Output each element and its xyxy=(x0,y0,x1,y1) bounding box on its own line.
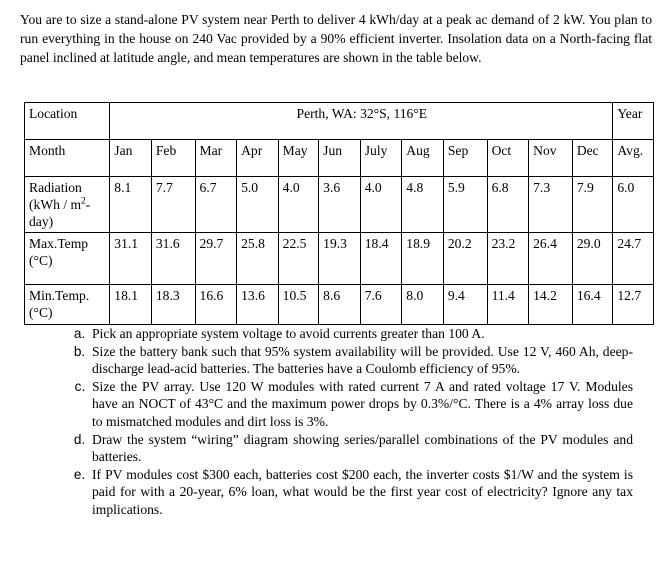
month-cell: Dec xyxy=(572,140,613,177)
min-temp-cell: 9.4 xyxy=(443,285,487,325)
radiation-cell: 6.0 xyxy=(613,177,654,233)
min-temp-cell: 11.4 xyxy=(487,285,529,325)
min-temp-cell: 7.6 xyxy=(360,285,402,325)
radiation-cell: 6.8 xyxy=(487,177,529,233)
year-label: Year xyxy=(613,103,654,140)
month-cell: Apr xyxy=(237,140,279,177)
radiation-cell: 5.0 xyxy=(237,177,279,233)
max-temp-cell: 18.4 xyxy=(360,233,402,285)
location-value: Perth, WA: 32°S, 116°E xyxy=(110,103,613,140)
question-list xyxy=(0,325,633,519)
max-temp-cell: 31.6 xyxy=(151,233,195,285)
month-cell: Mar xyxy=(195,140,237,177)
min-temp-cell: 8.0 xyxy=(402,285,444,325)
month-cell: Nov xyxy=(529,140,573,177)
month-cell: Jun xyxy=(319,140,361,177)
month-label: Month xyxy=(25,140,110,177)
radiation-cell: 7.3 xyxy=(529,177,573,233)
radiation-row xyxy=(25,177,654,233)
question-item: e. If PV modules cost $300 each, batteries cost $200 each, the inverter costs $1/W and the system is paid for with a 20-year, 6% loan, what would be the first year cost of electricity? Ignore any tax implications. xyxy=(89,466,633,519)
month-cell: Avg. xyxy=(613,140,654,177)
month-cell: May xyxy=(278,140,319,177)
min-temp-cell: 18.3 xyxy=(151,285,195,325)
max-temp-cell: 24.7 xyxy=(613,233,654,285)
radiation-cell: 8.1 xyxy=(110,177,152,233)
location-label: Location xyxy=(25,103,110,140)
min-temp-cell: 14.2 xyxy=(529,285,573,325)
radiation-cell: 4.0 xyxy=(360,177,402,233)
insolation-table xyxy=(24,102,654,325)
min-temp-cell: 16.6 xyxy=(195,285,237,325)
problem-intro: You are to size a stand-alone PV system near Perth to deliver 4 kWh/day at a peak ac demand of 2 kW. You plan to run everything in the house on 240 Vac provided by a 90% efficient inverter. Insolation data on a North-facing flat panel inclined at latitude angle, and mean temperatures are shown in the table below. xyxy=(20,12,652,65)
question-item: c. Size the PV array. Use 120 W modules with rated current 7 A and rated voltage 17 V. Modules have an NOCT of 43°C and the maximum power drops by 0.3%/°C. There is a 4% array loss due to mismatched modules and dirt loss is 3%. xyxy=(89,378,633,431)
radiation-cell: 4.8 xyxy=(402,177,444,233)
month-cell: Oct xyxy=(487,140,529,177)
min-temp-cell: 12.7 xyxy=(613,285,654,325)
min-temp-cell: 13.6 xyxy=(237,285,279,325)
max-temp-cell: 19.3 xyxy=(319,233,361,285)
month-cell: Aug xyxy=(402,140,444,177)
max-temp-row xyxy=(25,233,654,285)
max-temp-label: Max.Temp (°C) xyxy=(25,233,110,285)
month-cell: Jan xyxy=(110,140,152,177)
max-temp-cell: 25.8 xyxy=(237,233,279,285)
month-cell: July xyxy=(360,140,402,177)
month-cell: Feb xyxy=(151,140,195,177)
min-temp-label: Min.Temp. (°C) xyxy=(25,285,110,325)
question-item: a. Pick an appropriate system voltage to avoid currents greater than 100 A. xyxy=(89,325,633,343)
min-temp-cell: 10.5 xyxy=(278,285,319,325)
radiation-cell: 7.7 xyxy=(151,177,195,233)
radiation-cell: 4.0 xyxy=(278,177,319,233)
min-temp-cell: 16.4 xyxy=(572,285,613,325)
radiation-cell: 7.9 xyxy=(572,177,613,233)
question-item: d. Draw the system “wiring” diagram showing series/parallel combinations of the PV modules and batteries. xyxy=(89,431,633,466)
min-temp-cell: 8.6 xyxy=(319,285,361,325)
max-temp-cell: 18.9 xyxy=(402,233,444,285)
radiation-cell: 5.9 xyxy=(443,177,487,233)
month-cell: Sep xyxy=(443,140,487,177)
max-temp-cell: 31.1 xyxy=(110,233,152,285)
max-temp-cell: 20.2 xyxy=(443,233,487,285)
month-row xyxy=(25,140,654,177)
radiation-cell: 6.7 xyxy=(195,177,237,233)
min-temp-cell: 18.1 xyxy=(110,285,152,325)
max-temp-cell: 26.4 xyxy=(529,233,573,285)
max-temp-cell: 22.5 xyxy=(278,233,319,285)
radiation-label: Radiation $(kWh / m^2-day)$ xyxy=(25,177,110,233)
max-temp-cell: 29.7 xyxy=(195,233,237,285)
question-item: b. Size the battery bank such that 95% system availability will be provided. Use 12 V, 460 Ah, deep-discharge lead-acid batteries. The batteries have a Coulomb efficiency of 95%. xyxy=(89,343,633,378)
location-row xyxy=(25,103,654,140)
radiation-cell: 3.6 xyxy=(319,177,361,233)
max-temp-cell: 29.0 xyxy=(572,233,613,285)
max-temp-cell: 23.2 xyxy=(487,233,529,285)
min-temp-row xyxy=(25,285,654,325)
